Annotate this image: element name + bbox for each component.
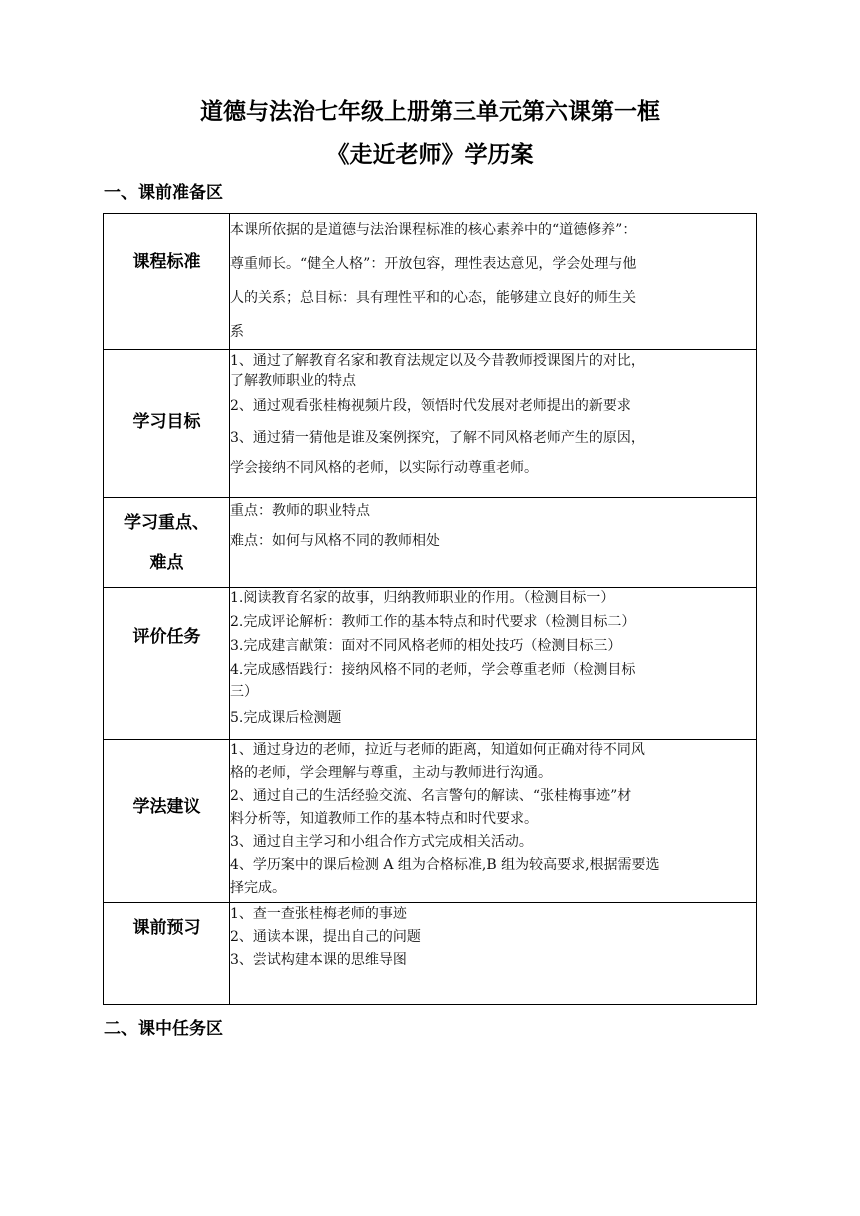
row-content-preview	[230, 903, 757, 1005]
text-line: 料分析等，知道教师工作的基本特点和时代要求。	[230, 811, 538, 827]
text-line: 1、通过了解教育名家和教育法规定以及今昔教师授课图片的对比，	[230, 353, 645, 369]
text-line: 难点：如何与风格不同的教师相处	[230, 533, 440, 549]
row-label-preview: 课前预习	[104, 903, 230, 1005]
text-line: 3、通过猜一猜他是谁及案例探究，了解不同风格老师产生的原因，	[230, 430, 645, 446]
table-row-keypoints	[104, 498, 757, 588]
text-line: 三）	[230, 684, 258, 700]
row-label-keypoints: 学习重点、 难点	[104, 498, 230, 588]
text-line: 系	[230, 324, 244, 340]
text-line: 2、通过观看张桂梅视频片段，领悟时代发展对老师提出的新要求	[230, 398, 631, 414]
text-line: 本课所依据的是道德与法治课程标准的核心素养中的“道德修养”：	[230, 222, 637, 238]
text-line: 2、通读本课，提出自己的问题	[230, 929, 421, 945]
row-content-goals	[230, 350, 757, 498]
text-line: 2.完成评论解析：教师工作的基本特点和时代要求（检测目标二）	[230, 614, 636, 630]
text-line: 3、通过自主学习和小组合作方式完成相关活动。	[230, 834, 533, 850]
text-line: 尊重师长。“健全人格”：开放包容，理性表达意见，学会处理与他	[230, 256, 637, 272]
text-line: 4.完成感悟践行：接纳风格不同的老师，学会尊重老师（检测目标	[230, 662, 636, 678]
document-subtitle: 《走近老师》学历案	[326, 142, 534, 168]
row-content-method	[230, 740, 757, 903]
lesson-plan-table	[103, 213, 757, 1005]
table-row-preview	[104, 903, 757, 1005]
text-line: 3、尝试构建本课的思维导图	[230, 952, 407, 968]
text-line: 1、通过身边的老师，拉近与老师的距离，知道如何正确对待不同风	[230, 742, 645, 758]
text-line: 4、学历案中的课后检测 A 组为合格标准,B 组为较高要求,根据需要选	[230, 857, 660, 873]
document-title: 道德与法治七年级上册第三单元第六课第一框	[200, 99, 660, 125]
table-row-standard	[104, 214, 757, 350]
text-line: 2、通过自己的生活经验交流、名言警句的解读、“张桂梅事迹”材	[230, 788, 632, 804]
text-line: 1.阅读教育名家的故事，归纳教师职业的作用。（检测目标一）	[230, 590, 615, 606]
table-row-goals	[104, 350, 757, 498]
text-line: 重点：教师的职业特点	[230, 503, 370, 519]
text-line: 5.完成课后检测题	[230, 710, 342, 726]
section-heading-in-class: 二、课中任务区	[104, 1019, 223, 1039]
row-content-keypoints	[230, 498, 757, 588]
text-line: 了解教师职业的特点	[230, 373, 356, 389]
text-line: 3.完成建言献策：面对不同风格老师的相处技巧（检测目标三）	[230, 638, 622, 654]
row-label-method: 学法建议	[104, 740, 230, 903]
text-line: 学会接纳不同风格的老师，以实际行动尊重老师。	[230, 460, 538, 476]
text-line: 格的老师，学会理解与尊重，主动与教师进行沟通。	[230, 765, 552, 781]
table-row-method	[104, 740, 757, 903]
row-label-evaluation: 评价任务	[104, 588, 230, 740]
text-line: 择完成。	[230, 880, 286, 896]
row-label-goals: 学习目标	[104, 350, 230, 498]
text-line: 1、查一查张桂梅老师的事迹	[230, 906, 407, 922]
text-line: 人的关系；总目标：具有理性平和的心态，能够建立良好的师生关	[230, 290, 636, 306]
section-heading-preparation: 一、课前准备区	[104, 183, 223, 203]
row-content-standard	[230, 214, 757, 350]
table-row-evaluation	[104, 588, 757, 740]
row-content-evaluation	[230, 588, 757, 740]
row-label-standard: 课程标准	[104, 214, 230, 350]
